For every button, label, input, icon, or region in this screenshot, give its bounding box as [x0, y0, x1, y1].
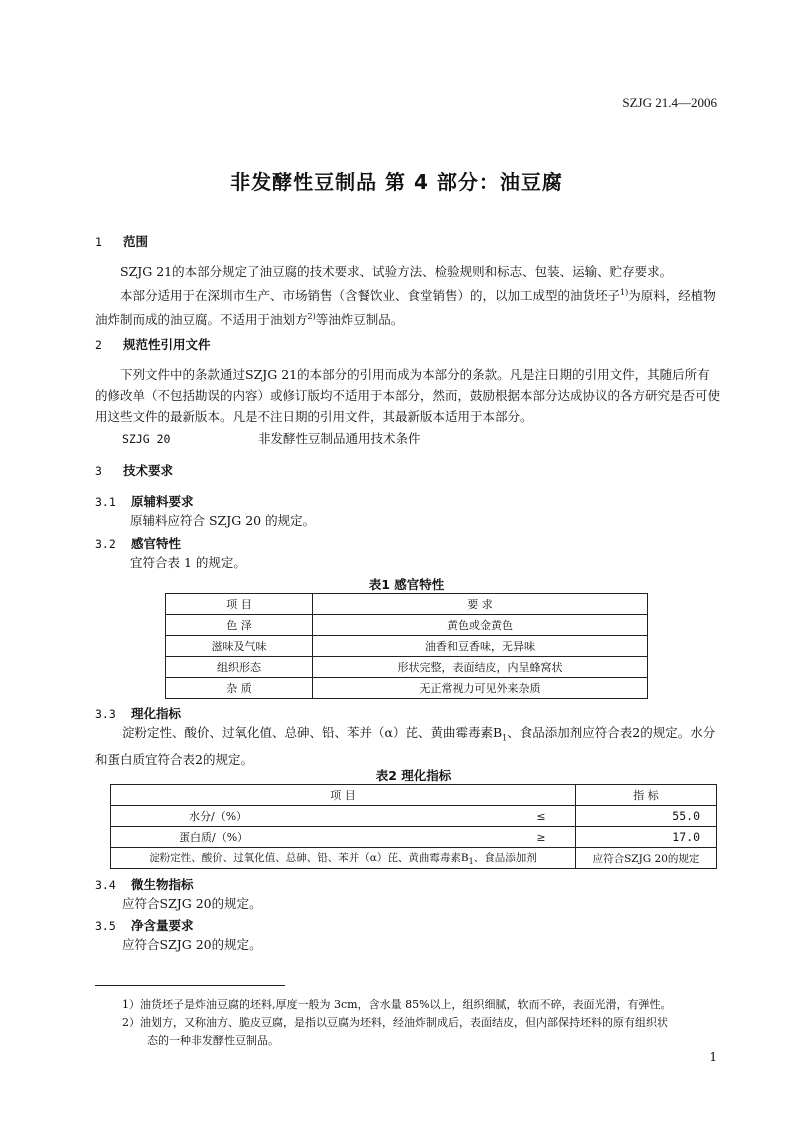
table-cell-value: 55.0 — [576, 806, 717, 827]
scope-paragraph — [95, 261, 720, 330]
table-1-caption: 表1 感官特性 — [368, 577, 445, 592]
section-2-heading — [95, 335, 211, 353]
footnote-ref-2: 2) — [307, 312, 316, 322]
table-row — [166, 636, 648, 657]
table-cell: 油香和豆香味，无异味 — [313, 636, 648, 657]
section-title: 净含量要求 — [131, 918, 194, 933]
table-header-row — [166, 594, 648, 615]
text-part: 淀粉定性、酸价、过氧化值、总砷、铅、苯并（α）芘、黄曲霉毒素B — [122, 725, 503, 740]
section-number: 3 — [95, 464, 102, 478]
table-cell: 形状完整，表面结皮，内呈蜂窝状 — [313, 657, 648, 678]
table-row — [166, 615, 648, 636]
section-3-5-heading — [95, 916, 194, 934]
table-cell: 蛋白质/（%） — [111, 827, 508, 848]
scope-text-2c: 等油炸豆制品。 — [315, 312, 404, 328]
scope-text-2 — [95, 282, 720, 330]
section-3-3-text — [95, 722, 720, 770]
subscript: 1 — [502, 733, 508, 743]
section-number: 3.1 — [95, 495, 116, 509]
section-number: 2 — [95, 338, 102, 352]
normative-references-paragraph: 下列文件中的条款通过SZJG 21的本部分的引用而成为本部分的条款。凡是注日期的引用文件，其随后所有的修改单（不包括勘误的内容）或修订版均不适用于本部分，然而，鼓励根据本部分达成协议的各方研究是否可使用这些文件的最新版本。凡是不注日期的引用文件，其最新版本适用于本部分。 — [95, 367, 721, 424]
table-row — [166, 678, 648, 699]
footnote-1: 1）油货坯子是炸油豆腐的坯料,厚度一般为 3cm，含水量 85%以上，组织细腻，软而不碎，表面光滑，有弹性。 — [122, 998, 672, 1011]
section-title: 理化指标 — [131, 706, 182, 721]
table-cell: 杂 质 — [166, 678, 313, 699]
section-title: 感官特性 — [131, 536, 182, 551]
section-title: 技术要求 — [123, 463, 174, 478]
table-2 — [110, 784, 717, 869]
table-cell: 水分/（%） — [111, 806, 508, 827]
reference-title: 非发酵性豆制品通用技术条件 — [258, 431, 421, 446]
header-cell: 项 目 — [166, 594, 313, 615]
header-cell: 项 目 — [111, 785, 576, 806]
scope-text-1: SZJG 21的本部分规定了油豆腐的技术要求、试验方法、检验规则和标志、包装、运输、贮存要求。 — [120, 264, 673, 279]
table-cell: 无正常视力可见外来杂质 — [313, 678, 648, 699]
section-title: 原辅料要求 — [131, 494, 194, 509]
footnote-2 — [122, 1014, 732, 1050]
section-3-2-heading — [95, 534, 181, 552]
section-3-5-text: 应符合SZJG 20的规定。 — [122, 937, 262, 952]
reference-entry — [122, 428, 421, 450]
section-1-heading — [95, 232, 148, 250]
section-number: 3.5 — [95, 919, 116, 933]
footnote-ref-1: 1) — [620, 288, 629, 297]
section-3-heading — [95, 461, 173, 479]
table-cell: 黄色或金黄色 — [313, 615, 648, 636]
footnote-separator — [95, 985, 285, 986]
table-row — [111, 806, 717, 827]
table-cell — [111, 848, 576, 869]
document-title: 非发酵性豆制品 第 4 部分：油豆腐 — [230, 170, 563, 194]
table-cell-value: 应符合SZJG 20的规定 — [576, 848, 717, 869]
section-title: 规范性引用文件 — [123, 337, 211, 352]
table-cell-operator: ≤ — [507, 806, 576, 827]
standard-number: SZJG 21.4—2006 — [622, 95, 717, 110]
table-cell: 色 泽 — [166, 615, 313, 636]
table-cell: 组织形态 — [166, 657, 313, 678]
table-row — [111, 827, 717, 848]
section-3-2-text: 宜符合表 1 的规定。 — [130, 555, 246, 570]
table-2-caption: 表2 理化指标 — [375, 768, 452, 783]
section-title: 范围 — [123, 234, 149, 249]
table-row — [166, 657, 648, 678]
footnote-2-line-1: 2）油划方，又称油方、脆皮豆腐，是指以豆腐为坯料，经油炸制成后，表面结皮，但内部保持坯料的原有组织状 — [122, 1016, 668, 1029]
header-cell: 要 求 — [313, 594, 648, 615]
section-3-3-heading — [95, 704, 181, 722]
table-header-row — [111, 785, 717, 806]
section-number: 3.2 — [95, 537, 116, 551]
footnote-2-line-2: 态的一种非发酵性豆制品。 — [147, 1034, 279, 1047]
page-number: 1 — [709, 1050, 717, 1064]
scope-text-2a: 本部分适用于在深圳市生产、市场销售（含餐饮业、食堂销售）的，以加工成型的油货坯子 — [120, 288, 621, 304]
section-3-4-text: 应符合SZJG 20的规定。 — [122, 896, 262, 911]
table-row — [111, 848, 717, 869]
table-cell-value: 17.0 — [576, 827, 717, 848]
table-cell-operator: ≥ — [507, 827, 576, 848]
text-part: 、食品添加剂应符合表2的规定。水分和蛋白质宜符合表2的规定。 — [95, 725, 716, 767]
table-1 — [165, 593, 648, 699]
reference-code: SZJG 20 — [122, 432, 171, 446]
section-number: 1 — [95, 235, 102, 249]
section-number: 3.4 — [95, 878, 116, 892]
table-cell: 滋味及气味 — [166, 636, 313, 657]
scope-text-2b: 为原料，经植物油炸制而成的油豆腐。不适用于油划方 — [95, 288, 716, 328]
text-part: 淀粉定性、酸价、过氧化值、总砷、铅、苯并（α）芘、黄曲霉毒素B — [149, 851, 469, 864]
text-part: 、食品添加剂 — [473, 851, 537, 864]
section-3-1-text: 原辅料应符合 SZJG 20 的规定。 — [130, 513, 316, 528]
section-number: 3.3 — [95, 707, 116, 721]
section-title: 微生物指标 — [131, 877, 194, 892]
header-cell: 指 标 — [576, 785, 717, 806]
subscript: 1 — [468, 857, 474, 867]
section-3-4-heading — [95, 875, 194, 893]
section-3-1-heading — [95, 492, 194, 510]
